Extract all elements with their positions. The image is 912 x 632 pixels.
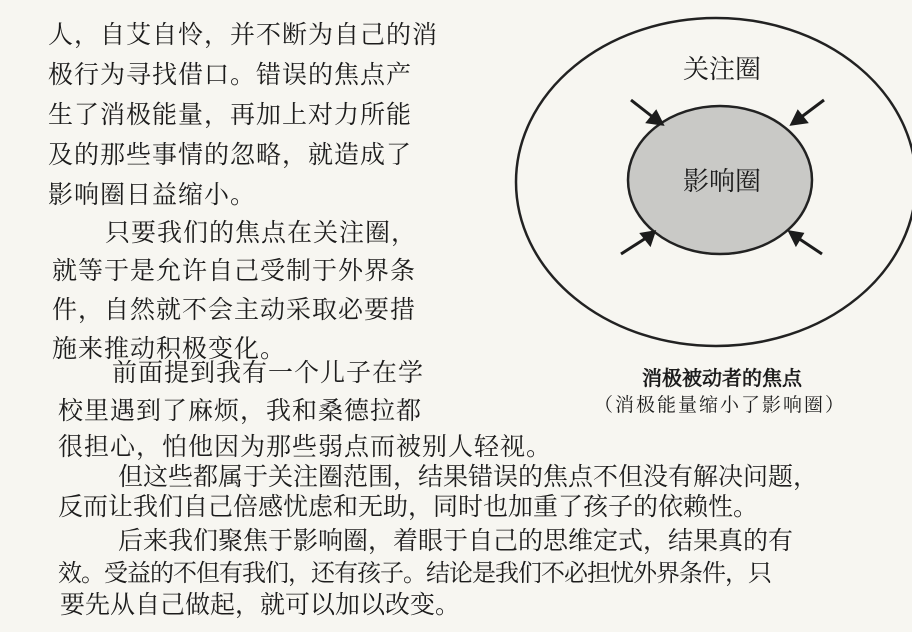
inner-label: 影响圈 [682, 167, 762, 197]
text-line-9: 施来推动积极变化。 [52, 334, 287, 363]
arrow-top-right-icon [792, 100, 824, 124]
text-line-3: 生了消极能量，再加上对力所能 [48, 100, 413, 129]
text-line-14: 反而让我们自己倍感忧虑和无助，同时也加重了孩子的依赖性。 [58, 492, 759, 521]
outer-label: 关注圈 [682, 55, 762, 85]
text-line-8: 件，自然就不会主动采取必要措 [52, 295, 417, 324]
text-line-2: 极行为寻找借口。错误的焦点产 [48, 60, 413, 89]
text-line-16: 效。受益的不但有我们，还有孩子。结论是我们不必担忧外界条件，只 [58, 559, 771, 587]
arrow-bottom-left-icon [621, 232, 654, 254]
figure-caption-subtitle: （消极能量缩小了影响圈） [593, 394, 846, 416]
text-line-10: 前面提到我有一个儿子在学 [112, 358, 425, 387]
text-line-12: 很担心，怕他因为那些弱点而被别人轻视。 [58, 432, 553, 461]
arrow-bottom-right-icon [790, 232, 822, 254]
figure-caption-title: 消极被动者的焦点 [642, 366, 802, 390]
text-line-5: 影响圈日益缩小。 [48, 180, 257, 209]
text-line-11: 校里遇到了麻烦，我和桑德拉都 [58, 396, 423, 425]
text-line-4: 及的那些事情的忽略，就造成了 [48, 140, 413, 169]
text-line-6: 只要我们的焦点在关注圈， [105, 218, 418, 247]
text-line-13: 但这些都属于关注圈范围，结果错误的焦点不但没有解决问题， [118, 462, 819, 491]
text-line-1: 人，自艾自怜，并不断为自己的消 [48, 20, 439, 49]
text-line-7: 就等于是允许自己受制于外界条 [52, 256, 417, 285]
text-line-17: 要先从自己做起，就可以加以改变。 [60, 590, 461, 619]
arrow-top-left-icon [631, 100, 662, 124]
text-line-15: 后来我们聚焦于影响圈，着眼于自己的思维定式，结果真的有 [118, 526, 794, 555]
